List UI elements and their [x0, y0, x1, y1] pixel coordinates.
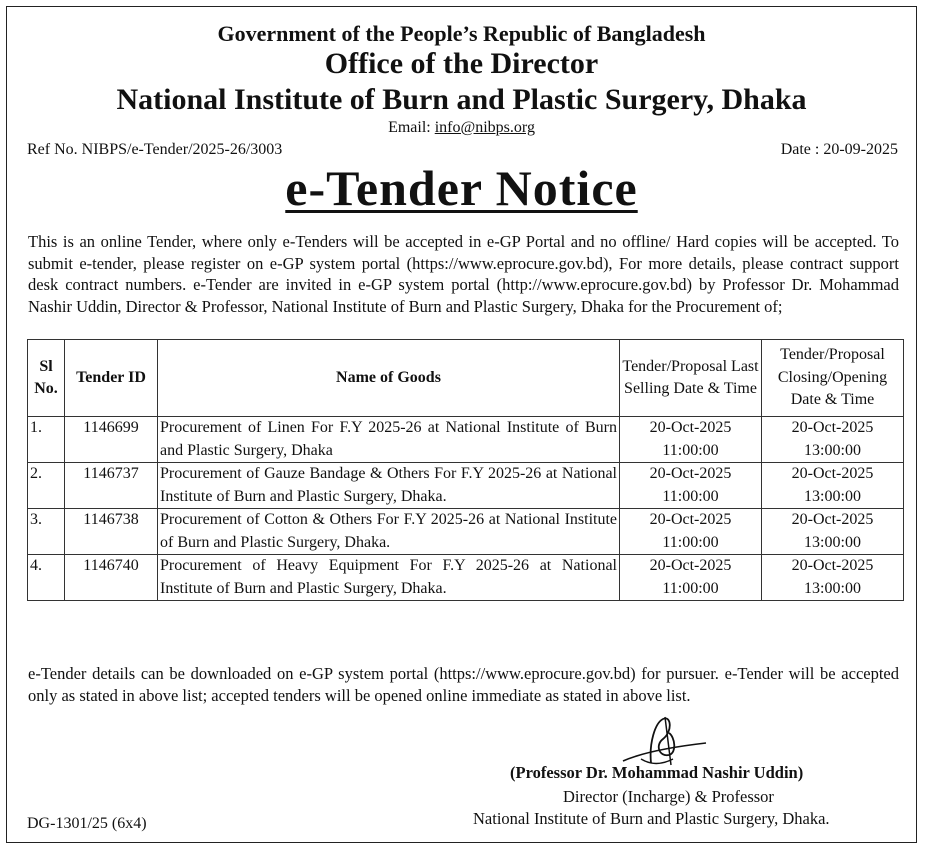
- table-row: [28, 463, 904, 509]
- table-row: [28, 417, 904, 463]
- office-heading: Office of the Director: [324, 47, 599, 80]
- row-tender-id: 1146738: [65, 509, 158, 555]
- selling-time: 11:00:00: [662, 579, 719, 597]
- row-selling: [620, 509, 762, 555]
- row-goods: Procurement of Cotton & Others For F.Y 2025-26 at National Institute of Burn and Plastic Surgery, Dhaka.: [158, 509, 620, 555]
- selling-date: 20-Oct-2025: [649, 465, 732, 482]
- table-row: [28, 555, 904, 601]
- signatory-institute: National Institute of Burn and Plastic Surgery, Dhaka.: [473, 809, 830, 828]
- institute-heading: National Institute of Burn and Plastic Surgery, Dhaka: [116, 83, 807, 116]
- closing-time: 13:00:00: [804, 441, 861, 459]
- footer-paragraph: e-Tender details can be downloaded on e-GP system portal (https://www.eprocure.gov.bd) for pursuer. e-Tender will be accepted only as stated in above list; accepted tenders will be opened online immediate as stated in above list.: [28, 664, 899, 705]
- row-tender-id: 1146740: [65, 555, 158, 601]
- header-selling: Tender/Proposal Last Selling Date & Time: [620, 340, 762, 417]
- row-closing: [762, 509, 904, 555]
- header-closing: Tender/Proposal Closing/Opening Date & Time: [762, 340, 904, 417]
- selling-time: 11:00:00: [662, 487, 719, 505]
- row-tender-id: 1146699: [65, 417, 158, 463]
- selling-date: 20-Oct-2025: [649, 511, 732, 528]
- email-line: [7, 119, 916, 137]
- row-selling: [620, 555, 762, 601]
- row-sl: 4.: [28, 555, 65, 601]
- closing-date: 20-Oct-2025: [791, 419, 874, 436]
- row-selling: [620, 463, 762, 509]
- selling-date: 20-Oct-2025: [649, 419, 732, 436]
- row-sl: 3.: [28, 509, 65, 555]
- closing-date: 20-Oct-2025: [791, 511, 874, 528]
- row-sl: 2.: [28, 463, 65, 509]
- row-closing: [762, 417, 904, 463]
- closing-time: 13:00:00: [804, 487, 861, 505]
- row-selling: [620, 417, 762, 463]
- closing-date: 20-Oct-2025: [791, 465, 874, 482]
- row-closing: [762, 555, 904, 601]
- notice-date: Date : 20-09-2025: [780, 141, 898, 158]
- selling-date: 20-Oct-2025: [649, 557, 732, 574]
- header-sl: Sl No.: [28, 340, 65, 417]
- row-closing: [762, 463, 904, 509]
- tender-table: [27, 339, 904, 601]
- header-tender-id: Tender ID: [65, 340, 158, 417]
- table-row: [28, 509, 904, 555]
- row-goods: Procurement of Linen For F.Y 2025-26 at National Institute of Burn and Plastic Surgery, Dhaka: [158, 417, 620, 463]
- ref-number: Ref No. NIBPS/e-Tender/2025-26/3003: [27, 141, 283, 158]
- row-goods: Procurement of Gauze Bandage & Others For F.Y 2025-26 at National Institute of Burn and Plastic Surgery, Dhaka.: [158, 463, 620, 509]
- notice-page: [6, 6, 917, 843]
- row-sl: 1.: [28, 417, 65, 463]
- email-label: Email:: [388, 119, 431, 136]
- dg-code: DG-1301/25 (6x4): [27, 815, 147, 832]
- signatory-title: Director (Incharge) & Professor: [563, 787, 774, 806]
- intro-paragraph: This is an online Tender, where only e-Tenders will be accepted in e-GP Portal and no offline/ Hard copies will be accepted. To submit e-tender, please register on e-GP system portal (https://www.eprocure.gov.bd), For more details, please contract support desk contract numbers. e-Tender are invited in e-GP system portal (http://www.eprocure.gov.bd) by Professor Dr. Mohammad Nashir Uddin, Director & Professor, National Institute of Burn and Plastic Surgery, Dhaka for the Procurement of;: [28, 232, 899, 316]
- row-tender-id: 1146737: [65, 463, 158, 509]
- header-goods: Name of Goods: [158, 340, 620, 417]
- government-heading: Government of the People’s Republic of Bangladesh: [217, 21, 706, 46]
- notice-title: e-Tender Notice: [285, 160, 638, 216]
- selling-time: 11:00:00: [662, 533, 719, 551]
- signatory-name: (Professor Dr. Mohammad Nashir Uddin): [510, 763, 804, 782]
- closing-date: 20-Oct-2025: [791, 557, 874, 574]
- closing-time: 13:00:00: [804, 579, 861, 597]
- table-header-row: [28, 340, 904, 417]
- row-goods: Procurement of Heavy Equipment For F.Y 2025-26 at National Institute of Burn and Plastic Surgery, Dhaka.: [158, 555, 620, 601]
- email-link[interactable]: info@nibps.org: [434, 119, 535, 136]
- closing-time: 13:00:00: [804, 533, 861, 551]
- selling-time: 11:00:00: [662, 441, 719, 459]
